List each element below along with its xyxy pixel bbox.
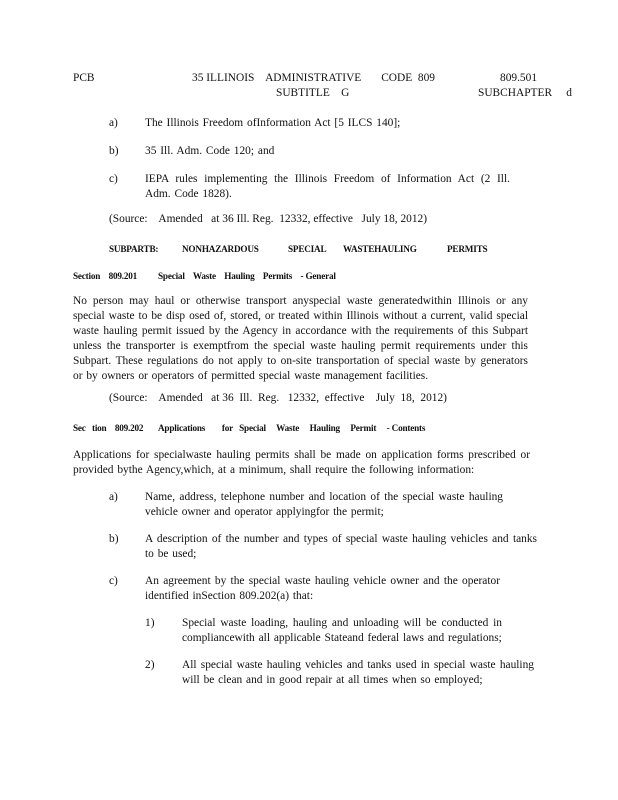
list-item-label: a) [109,117,118,129]
list-item-label: c) [109,575,118,587]
section-title: Special Waste Hauling Permits - General [158,271,336,281]
list-item-text: 35 Ill. Adm. Code 120; and [145,145,275,157]
list-item-label: b) [109,533,119,545]
sublist-item-label: 2) [145,659,155,671]
list-item-text: The Illinois Freedom ofInformation Act [5 ILCS 140]; [145,117,401,129]
header-section-number: 809.501 [500,72,538,84]
list-item-label: c) [109,173,118,185]
section-body: Applications for specialwaste hauling permits shall be made on application forms prescribed or provided bythe Agency,which, at a minimum, shall require the following information: [73,449,530,476]
sublist-item-label: 1) [145,617,155,629]
section-title: Applications for Special Waste Hauling Permit - Contents [158,423,426,433]
list-item-text: An agreement by the special waste hauling vehicle owner and the operator identified inSection 809.202(a) that: [145,575,500,602]
source-note: (Source: Amended at 36 Ill. Reg. 12332, effective July 18, 2012) [109,392,447,404]
header-agency: PCB [73,72,95,84]
subpart-title-word: SPECIAL [288,244,327,254]
header-title: 35 ILLINOIS ADMINISTRATIVE CODE 809 [192,72,435,84]
section-number: Section 809.201 [73,271,138,281]
section-number: Sec tion 809.202 [73,423,144,433]
subpart-title-word: PERMITS [447,244,488,254]
subpart-label: SUBPARTB: [109,244,159,254]
list-item-text: A description of the number and types of special waste hauling vehicles and tanks to be used; [145,533,537,560]
list-item-label: b) [109,145,119,157]
header-subchapter: SUBCHAPTER d [478,87,572,99]
source-note: (Source: Amended at 36 Ill. Reg. 12332, effective July 18, 2012) [109,213,428,225]
list-item-label: a) [109,491,118,503]
sublist-item-text: Special waste loading, hauling and unloading will be conducted in compliancewith all applicable Stateand federal laws and regulations; [182,617,502,644]
list-item-text: Name, address, telephone number and location of the special waste hauling vehicle owner and operator applyingfor the permit; [145,491,503,518]
list-item-text: IEPA rules implementing the Illinois Freedom of Information Act (2 Ill. Adm. Code 1828). [145,173,510,200]
sublist-item-text: All special waste hauling vehicles and tanks used in special waste hauling will be clean and in good repair at all times when so employed; [182,659,534,686]
section-body: No person may haul or otherwise transport anyspecial waste generatedwithin Illinois or any special waste to be disp osed of, stored, or treated within Illinois without a current, valid special waste hauling permit issued by the Agency in accordance with the requirements of this Subpart unless the transporter is exemptfrom the special waste hauling permit requirements under this Subpart. These regulations do not apply to on-site transportation of special waste by generators or by owners or operators of permitted special waste management facilities. [73,295,528,382]
subpart-title-word: NONHAZARDOUS [182,244,259,254]
subpart-title-word: WASTEHAULING [343,244,417,254]
header-subtitle: SUBTITLE G [276,87,350,99]
